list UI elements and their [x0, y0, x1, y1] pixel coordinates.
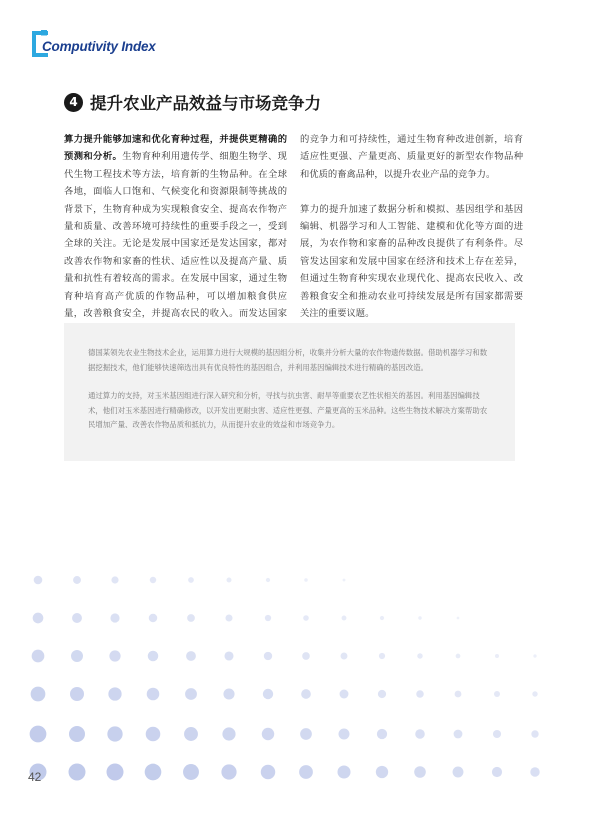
decorative-dot — [150, 577, 156, 583]
right-column — [300, 131, 523, 322]
decorative-dot — [222, 727, 235, 740]
decorative-dot — [299, 765, 313, 779]
decorative-dot — [342, 616, 347, 621]
left-paragraph-text: 生物育种利用遗传学、细胞生物学、现代生物工程技术等方法，培育新的生物品种。在全球各地，面临人口饱和、气候变化和资源限制等挑战的背景下，生物育种成为实现粮食安全、提高农作物产量和质量、改善环境可持续性的重要手段之一，受到全球的关注。无论是发展中国家还是发达国家，都对改善农作物和家畜的性状、适应性以及提高产量、质量和抗性有着较高的需求。在发展中国家，通过生物育种培育高产优质的作物品种，可以增加粮食供应量，改善粮食安全，并提高农民的收入。而发达国家 — [64, 151, 287, 320]
decorative-dot — [225, 614, 232, 621]
decorative-dot — [265, 615, 271, 621]
decorative-dot — [532, 691, 537, 696]
decorative-dot — [304, 578, 308, 582]
decorative-dot — [453, 767, 464, 778]
decorative-dot — [493, 730, 501, 738]
case-paragraph-2: 通过算力的支持，对玉米基因组进行深入研究和分析，寻找与抗虫害、耐旱等重要农艺性状相关的基因。利用基因编辑技术，他们对玉米基因进行精确修改，以开发出更耐虫害、适应性更强、产量更高的玉米品种。这些生物技术解决方案帮助农民增加产量、改善农作物品质和抵抗力，从而提升农业的效益和市场竞争力。 — [88, 391, 488, 429]
decorative-dot — [186, 651, 196, 661]
logo — [28, 30, 188, 60]
decorative-dot — [107, 764, 124, 781]
decorative-dot — [184, 727, 198, 741]
decorative-dot — [227, 578, 232, 583]
decorative-dot — [337, 765, 350, 778]
left-column — [64, 131, 287, 340]
decorative-dot — [110, 613, 119, 622]
decorative-dot — [72, 613, 82, 623]
case-paragraph-1: 德国某领先农业生物技术企业，运用算力进行大规模的基因组分析，收集并分析大量的农作物遗传数据。借助机器学习和数据挖掘技术，他们能够快速筛选出具有优良特性的基因组合，并利用基因编辑技术进行精确的基因改造。 — [88, 348, 488, 372]
decorative-dot — [34, 576, 43, 585]
decorative-dot — [69, 764, 86, 781]
decorative-dot — [263, 689, 273, 699]
decorative-dot — [380, 616, 384, 620]
decorative-dot — [533, 654, 536, 657]
decorative-dot — [416, 690, 424, 698]
right-paragraph-2: 算力的提升加速了数据分析和模拟、基因组学和基因编辑、机器学习和人工智能、建模和优化等方面的进展，为农作物和家畜的品种改良提供了有利条件。尽管发达国家和发展中国家在经济和技术上存在差异，但通过生物育种实现农业现代化、提高农民收入、改善粮食安全和推动农业可持续发展是所有国家都需要关注的重要议题。 — [300, 203, 523, 320]
decorative-dot — [454, 730, 463, 739]
decorative-dot — [417, 653, 422, 658]
decorative-dot — [343, 579, 346, 582]
decorative-dot — [109, 650, 120, 661]
lead-sentence: 算力提升能够加速和优化育种过程，并提供更精确的预测和分析。 — [64, 134, 287, 163]
decorative-dot — [341, 653, 348, 660]
decorative-dot — [224, 651, 233, 660]
right-paragraph-1: 的竞争力和可持续性，通过生物育种改进创新，培育适应性更强、产量更高、质量更好的新型农作物品种和优质的畜禽品种，以提升农业产品的竞争力。 — [300, 134, 523, 180]
decorative-dot — [71, 650, 83, 662]
decorative-dot — [221, 764, 236, 779]
decorative-dot — [183, 764, 199, 780]
decorative-dot — [457, 617, 460, 620]
decorative-dot — [531, 730, 538, 737]
section-number-badge: 4 — [64, 93, 83, 112]
decorative-dot — [415, 729, 425, 739]
decorative-dot — [69, 726, 85, 742]
decorative-dot — [146, 727, 161, 742]
decorative-dot — [262, 728, 274, 740]
decorative-dot — [187, 614, 195, 622]
decorative-dot — [70, 687, 84, 701]
decorative-dot — [31, 687, 46, 702]
decorative-dot — [339, 729, 350, 740]
decorative-dot — [145, 764, 162, 781]
decorative-dot — [455, 691, 462, 698]
decorative-dot — [494, 691, 500, 697]
decorative-dot — [107, 726, 122, 741]
decorative-dot — [530, 767, 539, 776]
decorative-dot — [456, 654, 461, 659]
decorative-dot — [301, 689, 311, 699]
decorative-dot — [414, 766, 426, 778]
decorative-dot — [147, 688, 160, 701]
decorative-dot — [340, 690, 349, 699]
decorative-dot-pattern — [0, 540, 600, 814]
decorative-dot — [378, 690, 386, 698]
decorative-dot — [108, 687, 121, 700]
case-study-box — [64, 323, 515, 461]
decorative-dot — [379, 653, 385, 659]
decorative-dot — [302, 652, 310, 660]
decorative-dot — [188, 577, 194, 583]
page-number: 42 — [28, 770, 42, 784]
section-heading — [64, 90, 321, 114]
decorative-dot — [377, 729, 387, 739]
decorative-dot — [492, 767, 502, 777]
decorative-dot — [32, 650, 45, 663]
decorative-dot — [223, 688, 234, 699]
decorative-dot — [266, 578, 270, 582]
decorative-dot — [303, 615, 309, 621]
logo-text: Computivity Index — [42, 39, 156, 54]
decorative-dot — [495, 654, 499, 658]
decorative-dot — [30, 726, 47, 743]
decorative-dot — [261, 765, 275, 779]
decorative-dot — [73, 576, 81, 584]
section-title: 提升农业产品效益与市场竞争力 — [90, 94, 321, 113]
decorative-dot — [300, 728, 312, 740]
decorative-dot — [376, 766, 388, 778]
decorative-dot — [185, 688, 197, 700]
decorative-dot — [148, 651, 159, 662]
decorative-dot — [418, 616, 421, 619]
decorative-dot — [264, 652, 272, 660]
decorative-dot — [33, 613, 44, 624]
left-paragraph — [64, 131, 287, 340]
decorative-dot — [149, 614, 157, 622]
decorative-dot — [111, 576, 118, 583]
